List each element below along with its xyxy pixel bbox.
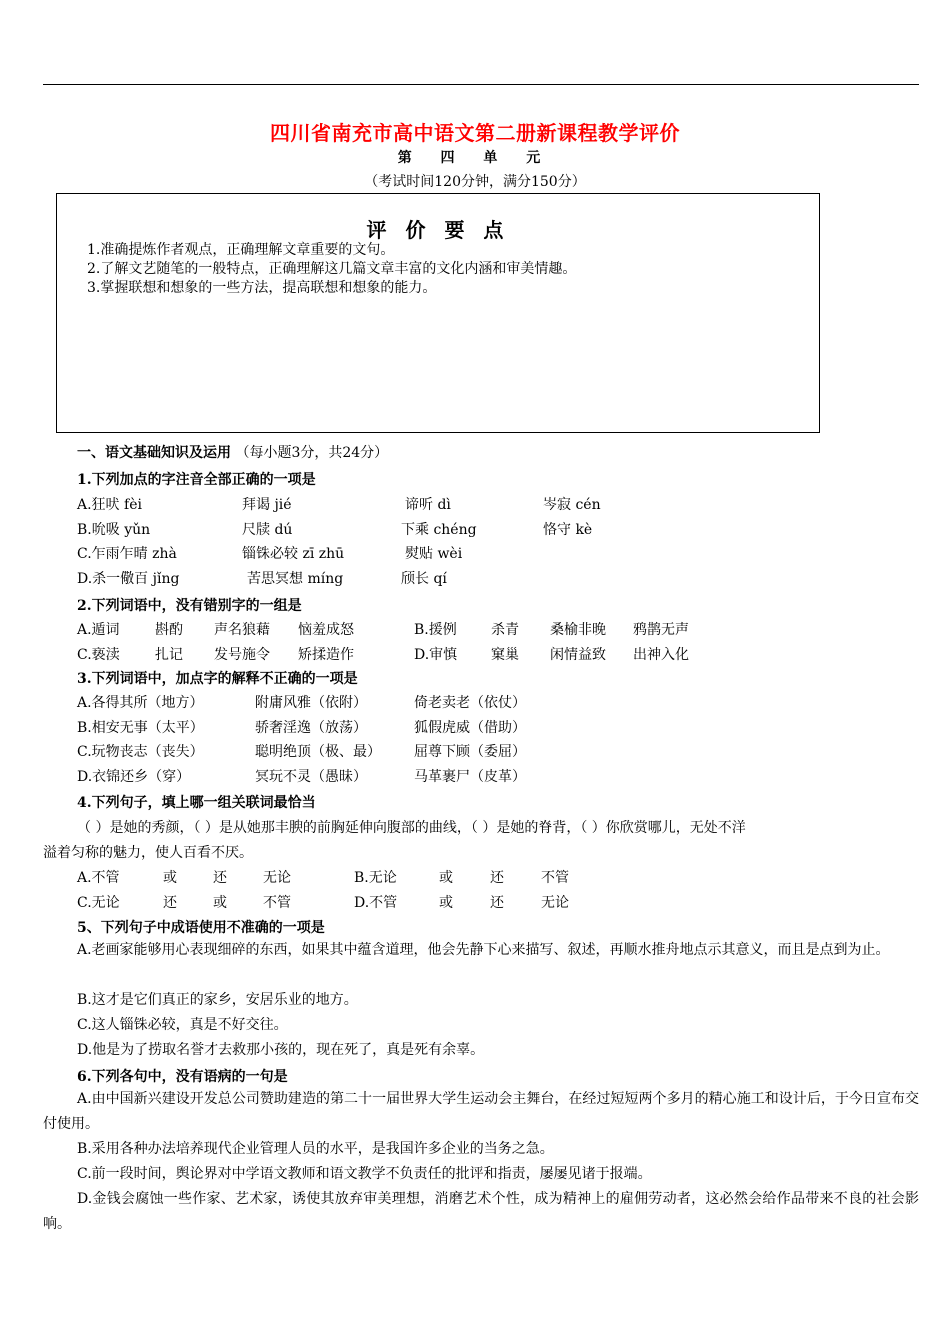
option-cell: A.不管 <box>77 870 120 886</box>
option-cell: 苦思冥想 míng <box>247 571 344 587</box>
option-cell: A.遁词 <box>77 622 120 638</box>
question-text: （ ）是她的秀颜，（ ）是从她那丰腴的前胸延伸向腹部的曲线，（ ）是她的脊背，（ ）你欣赏哪儿，无处不洋 <box>77 820 746 836</box>
option-paragraph: D.金钱会腐蚀一些作家、艺术家，诱使其放弃审美理想，消磨艺术个性，成为精神上的雇佣劳动者，这必然会给作品带来不良的社会影响。 <box>43 1191 919 1232</box>
option-cell: D.杀一儆百 jǐng <box>77 571 180 587</box>
question-stem: 6.下列各句中，没有语病的一句是 <box>77 1069 288 1085</box>
option-cell: D.不管 <box>354 895 398 911</box>
option-cell: 不管 <box>263 895 291 911</box>
option-cell: A.狂吠 fèi <box>77 497 142 513</box>
option-cell: 或 <box>213 895 227 911</box>
evaluation-title: 评 价 要 点 <box>366 218 510 242</box>
option-cell: 窠巢 <box>491 647 519 663</box>
evaluation-point: 1.准确提炼作者观点，正确理解文章重要的文句。 <box>87 242 395 258</box>
section-note: （每小题3分，共24分） <box>235 445 389 461</box>
option-cell: 恼羞成怒 <box>298 622 354 638</box>
option-cell: 尺牍 dú <box>242 522 293 538</box>
option-cell: 狐假虎威（借助） <box>414 720 526 736</box>
option-cell: 岑寂 cén <box>543 497 601 513</box>
option-cell: B.援例 <box>414 622 457 638</box>
section-heading <box>77 442 388 462</box>
exam-info: （考试时间120分钟，满分150分） <box>364 174 586 190</box>
option-cell: 骄奢淫逸（放荡） <box>255 720 367 736</box>
option-cell: 马革裹尸（皮革） <box>414 769 526 785</box>
question-stem: 5、下列句子中成语使用不准确的一项是 <box>77 920 325 936</box>
evaluation-points <box>87 241 576 298</box>
option-paragraph: D.他是为了捞取名誉才去救那小孩的，现在死了，真是死有余辜。 <box>77 1042 485 1058</box>
option-cell: B.相安无事（太平） <box>77 720 204 736</box>
option-cell: D.审慎 <box>414 647 458 663</box>
option-cell: 出神入化 <box>633 647 689 663</box>
option-cell: 或 <box>439 895 453 911</box>
option-cell: 附庸风雅（依附） <box>255 695 367 711</box>
option-paragraph: A.老画家能够用心表现细碎的东西，如果其中蕴含道理，他会先静下心来描写、叙述，再顺水推舟地点示其意义，而且是点到为止。 <box>77 942 890 958</box>
option-cell: C.亵渎 <box>77 647 120 663</box>
option-cell: 锱铢必较 zī zhū <box>242 546 345 562</box>
evaluation-box <box>56 193 820 433</box>
option-cell: 或 <box>163 870 177 886</box>
option-paragraph: B.这才是它们真正的家乡，安居乐业的地方。 <box>77 992 358 1008</box>
option-paragraph: C.前一段时间，舆论界对中学语文教师和语文教学不负责任的批评和指责，屡屡见诸于报端。 <box>77 1166 652 1182</box>
option-cell: 还 <box>163 895 177 911</box>
section-title: 一、语文基础知识及运用 <box>77 445 231 461</box>
option-cell: 矫揉造作 <box>298 647 354 663</box>
option-cell: 还 <box>490 870 504 886</box>
option-cell: 恪守 kè <box>543 522 593 538</box>
option-cell: D.衣锦还乡（穿） <box>77 769 191 785</box>
option-cell: 无论 <box>541 895 569 911</box>
option-cell: 谛听 dì <box>405 497 451 513</box>
option-cell: 发号施令 <box>214 647 270 663</box>
option-cell: C.无论 <box>77 895 120 911</box>
option-cell: 还 <box>490 895 504 911</box>
evaluation-point: 3.掌握联想和想象的一些方法，提高联想和想象的能力。 <box>87 280 437 296</box>
question-text: 溢着匀称的魅力，使人百看不厌。 <box>43 845 253 861</box>
option-cell: 还 <box>213 870 227 886</box>
option-cell: 屈尊下顾（委屈） <box>414 744 526 760</box>
document-title: 四川省南充市高中语文第二册新课程教学评价 <box>270 121 680 145</box>
question-stem: 1.下列加点的字注音全部正确的一项是 <box>77 472 316 488</box>
option-cell: C.玩物丧志（丧失） <box>77 744 204 760</box>
option-cell: B.无论 <box>354 870 397 886</box>
top-rule <box>43 84 919 85</box>
option-cell: 或 <box>439 870 453 886</box>
option-paragraph: A.由中国新兴建设开发总公司赞助建造的第二十一届世界大学生运动会主舞台，在经过短短两个多月的精心施工和设计后，于今日宣布交付使用。 <box>43 1091 919 1132</box>
option-paragraph: C.这人锱铢必较，真是不好交往。 <box>77 1017 288 1033</box>
option-paragraph: B.采用各种办法培养现代企业管理人员的水平，是我国许多企业的当务之急。 <box>77 1141 554 1157</box>
option-cell: 鸦鹊无声 <box>633 622 689 638</box>
option-cell: 杀青 <box>491 622 519 638</box>
option-cell: 斟酌 <box>155 622 183 638</box>
question-stem: 4.下列句子，填上哪一组关联词最恰当 <box>77 795 316 811</box>
option-cell: 扎记 <box>155 647 183 663</box>
option-cell: 颀长 qí <box>401 571 447 587</box>
option-cell: 冥玩不灵（愚昧） <box>255 769 367 785</box>
option-cell: A.各得其所（地方） <box>77 695 204 711</box>
unit-label: 第 四 单 元 <box>397 150 553 166</box>
option-cell: 倚老卖老（依仗） <box>414 695 526 711</box>
option-cell: 聪明绝顶（极、最） <box>255 744 381 760</box>
option-cell: C.乍雨乍晴 zhà <box>77 546 177 562</box>
evaluation-point: 2.了解文艺随笔的一般特点，正确理解这几篇文章丰富的文化内涵和审美情趣。 <box>87 261 577 277</box>
option-cell: B.吮吸 yǔn <box>77 522 151 538</box>
option-cell: 闲情益致 <box>550 647 606 663</box>
question-stem: 2.下列词语中，没有错别字的一组是 <box>77 598 302 614</box>
option-cell: 桑榆非晚 <box>550 622 606 638</box>
option-cell: 熨贴 wèi <box>405 546 463 562</box>
option-cell: 下乘 chéng <box>401 522 477 538</box>
option-cell: 无论 <box>263 870 291 886</box>
option-cell: 声名狼藉 <box>214 622 270 638</box>
question-stem: 3.下列词语中，加点字的解释不正确的一项是 <box>77 671 358 687</box>
option-cell: 拜谒 jié <box>242 497 292 513</box>
option-cell: 不管 <box>541 870 569 886</box>
